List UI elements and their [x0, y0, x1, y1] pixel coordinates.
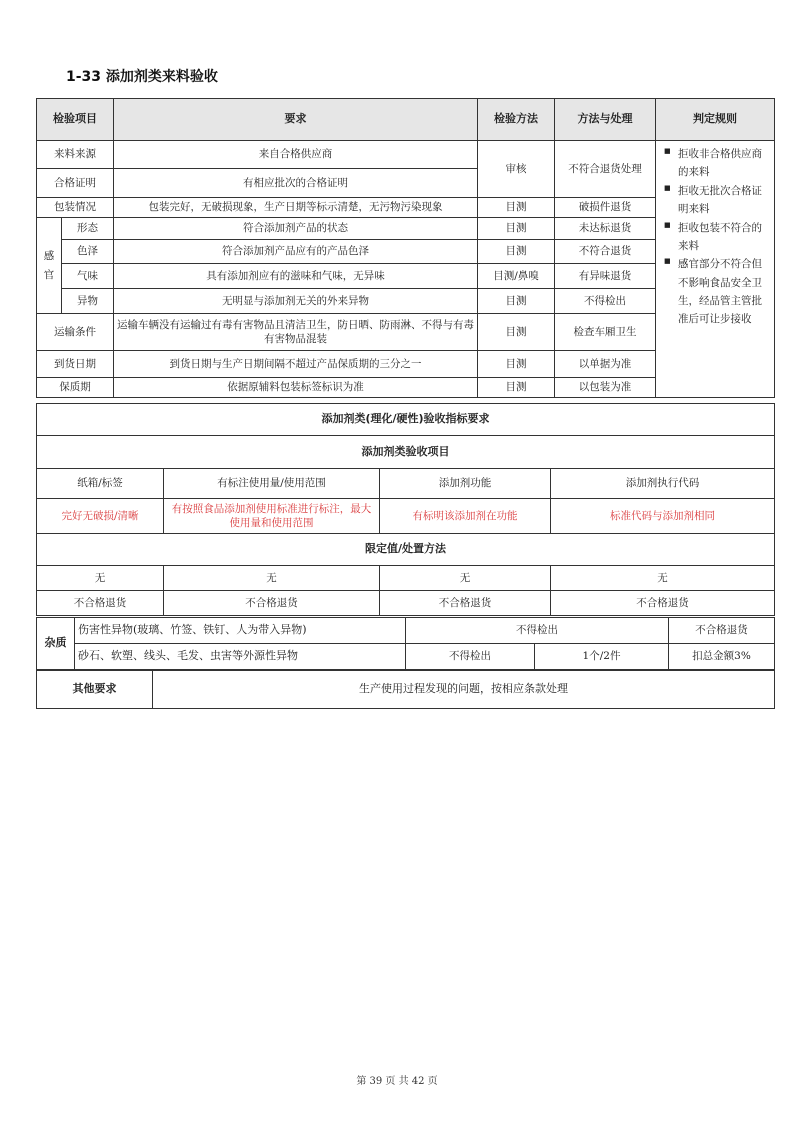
row-arrival-method: 目测	[478, 351, 555, 378]
judge-rule-item: ■ 拒收非合格供应商的来料	[664, 145, 768, 182]
row-source-req: 来自合格供应商	[114, 141, 478, 169]
acceptance-req: 标准代码与添加剂相同	[551, 499, 775, 534]
impurity-desc: 砂石、软塑、线头、毛发、虫害等外源性异物	[75, 644, 406, 670]
limit-value: 无	[380, 566, 551, 591]
impurity-action: 不合格退货	[669, 618, 775, 644]
acceptance-req: 完好无破损/清晰	[37, 499, 164, 534]
row-package-handling: 破损件退货	[555, 198, 656, 218]
limit-action: 不合格退货	[380, 591, 551, 616]
impurity-desc: 伤害性异物(玻璃、竹签、铁钉、人为带入异物)	[75, 618, 406, 644]
row-color-item: 色泽	[62, 240, 114, 264]
row-transport-req: 运输车辆没有运输过有毒有害物品且清洁卫生，防日晒、防雨淋、不得与有毒有害物品混装	[114, 314, 478, 351]
row-shelf-req: 依据原辅料包装标签标识为准	[114, 378, 478, 398]
row-transport-method: 目测	[478, 314, 555, 351]
row-cert-item: 合格证明	[37, 169, 114, 198]
header-requirement: 要求	[114, 99, 478, 141]
acceptance-table	[36, 403, 775, 616]
row-foreign-req: 无明显与添加剂无关的外来异物	[114, 289, 478, 314]
judge-rules	[656, 141, 775, 398]
header-method: 检验方法	[478, 99, 555, 141]
row-arrival-handling: 以单据为准	[555, 351, 656, 378]
row-arrival-item: 到货日期	[37, 351, 114, 378]
impurity-limit: 不得检出	[406, 644, 535, 670]
row-shape-handling: 未达标退货	[555, 218, 656, 240]
other-table	[36, 670, 775, 709]
inspection-table	[36, 98, 775, 398]
acceptance-col-header: 有标注使用量/使用范围	[164, 469, 380, 499]
judge-rule-item: ■ 感官部分不符合但不影响食品安全卫生，经品管主管批准后可让步接收	[664, 255, 768, 329]
judge-rule-item: ■ 拒收无批次合格证明来料	[664, 182, 768, 219]
row-foreign-method: 目测	[478, 289, 555, 314]
limit-action: 不合格退货	[551, 591, 775, 616]
row-transport-item: 运输条件	[37, 314, 114, 351]
row-arrival-req: 到货日期与生产日期间隔不超过产品保质期的三分之一	[114, 351, 478, 378]
impurity-limit: 不得检出	[406, 618, 669, 644]
limit-action: 不合格退货	[37, 591, 164, 616]
limit-value: 无	[551, 566, 775, 591]
sensory-label	[37, 218, 62, 314]
sensory-char: 官	[43, 268, 55, 281]
sensory-char: 感	[43, 249, 55, 262]
page-title: 1-33 添加剂类来料验收	[66, 69, 218, 85]
limit-action: 不合格退货	[164, 591, 380, 616]
acceptance-col-header: 添加剂功能	[380, 469, 551, 499]
row-smell-method: 目测/鼻嗅	[478, 264, 555, 289]
acceptance-col-header: 纸箱/标签	[37, 469, 164, 499]
row-shape-item: 形态	[62, 218, 114, 240]
other-label: 其他要求	[37, 671, 153, 709]
row-color-method: 目测	[478, 240, 555, 264]
row-shape-method: 目测	[478, 218, 555, 240]
section-limits: 限定值/处置方法	[37, 534, 775, 566]
impurity-table	[36, 617, 775, 670]
header-handling: 方法与处理	[555, 99, 656, 141]
impurity-limit-count: 1个/2件	[535, 644, 669, 670]
row-audit-handling: 不符合退货处理	[555, 141, 656, 198]
row-audit-method: 审核	[478, 141, 555, 198]
row-smell-item: 气味	[62, 264, 114, 289]
limit-value: 无	[164, 566, 380, 591]
section-physchem: 添加剂类(理化/硬性)验收指标要求	[37, 404, 775, 436]
row-cert-req: 有相应批次的合格证明	[114, 169, 478, 198]
row-shelf-handling: 以包装为准	[555, 378, 656, 398]
header-judge: 判定规则	[656, 99, 775, 141]
row-transport-handling: 检查车厢卫生	[555, 314, 656, 351]
section-items: 添加剂类验收项目	[37, 436, 775, 469]
acceptance-req: 有按照食品添加剂使用标准进行标注，最大使用量和使用范围	[164, 499, 380, 534]
row-package-item: 包装情况	[37, 198, 114, 218]
row-shelf-item: 保质期	[37, 378, 114, 398]
row-package-method: 目测	[478, 198, 555, 218]
row-color-handling: 不符合退货	[555, 240, 656, 264]
row-foreign-handling: 不得检出	[555, 289, 656, 314]
row-smell-handling: 有异味退货	[555, 264, 656, 289]
other-text: 生产使用过程发现的问题，按相应条款处理	[153, 671, 775, 709]
impurity-label: 杂质	[37, 618, 75, 670]
row-package-req: 包装完好，无破损现象，生产日期等标示清楚，无污物污染现象	[114, 198, 478, 218]
header-item: 检验项目	[37, 99, 114, 141]
page-footer: 第 39 页 共 42 页	[356, 1076, 438, 1087]
row-smell-req: 具有添加剂应有的滋味和气味，无异味	[114, 264, 478, 289]
row-foreign-item: 异物	[62, 289, 114, 314]
row-color-req: 符合添加剂产品应有的产品色泽	[114, 240, 478, 264]
row-source-item: 来料来源	[37, 141, 114, 169]
row-shelf-method: 目测	[478, 378, 555, 398]
row-shape-req: 符合添加剂产品的状态	[114, 218, 478, 240]
impurity-action: 扣总金额3%	[669, 644, 775, 670]
judge-rule-item: ■ 拒收包装不符合的来料	[664, 219, 768, 256]
acceptance-col-header: 添加剂执行代码	[551, 469, 775, 499]
limit-value: 无	[37, 566, 164, 591]
acceptance-req: 有标明该添加剂在功能	[380, 499, 551, 534]
